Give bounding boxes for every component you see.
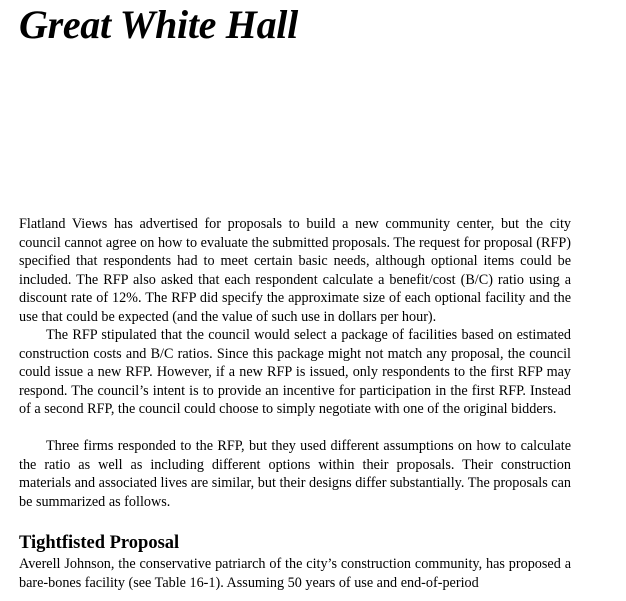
paragraph-text: Three firms responded to the RFP, but they used different assumptions on how to calculate the ratio as well as including different options within their proposals. Their construction materials and associated lives are similar, but their designs differ substantially. The proposals can be summarized as follows. — [19, 438, 571, 510]
page-title: Great White Hall — [19, 2, 298, 47]
firms-paragraph — [19, 437, 571, 511]
section-paragraph — [19, 555, 571, 592]
section-heading: Tightfisted Proposal — [19, 533, 180, 553]
rfp-paragraph — [19, 326, 571, 419]
paragraph-text: The RFP stipulated that the council would select a package of facilities based on estimated construction costs and B/C ratios. Since this package might not match any proposal, the council could issue a new RFP. However, if a new RFP is issued, only respondents to the first RFP may respond. The council’s intent is to provide an incentive for participation in the first RFP. Instead of a second RFP, the council could choose to simply negotiate with one of the original bidders. — [19, 327, 571, 417]
paragraph-text: Averell Johnson, the conservative patriarch of the city’s construction community, has proposed a bare-bones facility (see Table 16-1). Assuming 50 years of use and end-of-period — [19, 556, 571, 591]
intro-paragraph — [19, 215, 571, 326]
paragraph-text: Flatland Views has advertised for proposals to build a new community center, but the city council cannot agree on how to evaluate the submitted proposals. The request for proposal (RFP) specified that respondents had to meet certain basic needs, although optional items could be included. The RFP also asked that each respondent calculate a benefit/cost (B/C) ratio using a discount rate of 12%. The RFP did specify the approximate size of each optional facility and the use that could be expected (and the value of such use in dollars per hour). — [19, 216, 571, 325]
